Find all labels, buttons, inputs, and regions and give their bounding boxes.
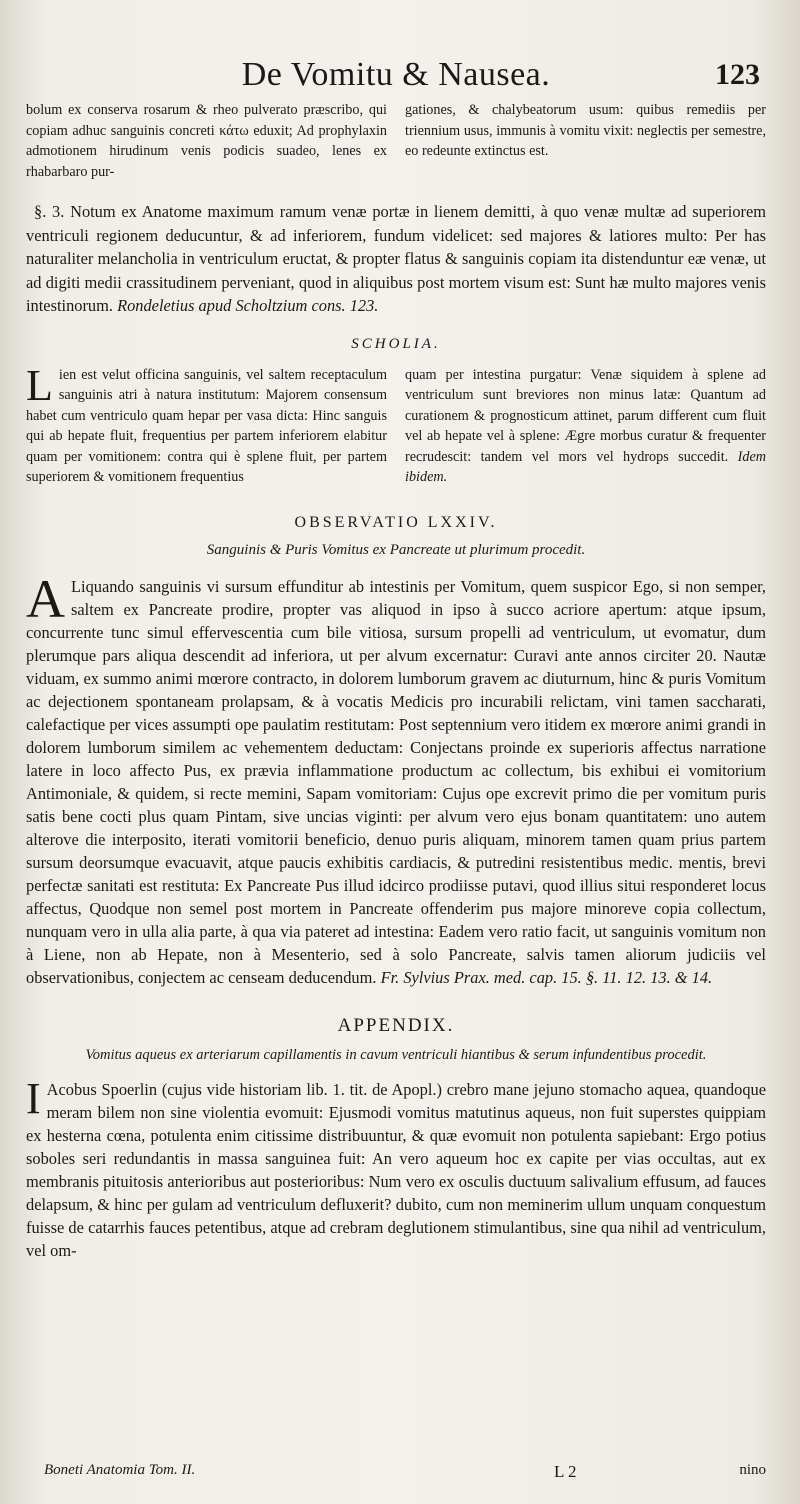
top-fragment-right: gationes, & chalybeatorum usum: quibus remediis per triennium usus, immunis à vomitu vixit: neglectis per semestre, eo redeunte extinctus est. [405, 102, 766, 159]
running-head [26, 56, 766, 96]
scholia-body [26, 360, 767, 488]
observatio-heading: OBSERVATIO LXXIV. [294, 513, 498, 531]
observatio-dropcap: A [26, 568, 65, 629]
observatio-text: Liquando sanguinis vi sursum effunditur ab intestinis per Vomitum, quem suspicor Ego, si non semper, saltem ex Pancreate prodire, propter vas aliquod in ipso à succo acriore apertum: atque ipsum, concurrente tunc simul effervescentia cum bile vitiosa, sursum propelli ad ventriculum, ut evomatur, dum plerumque pars aliqua descendit ad inferiora, ut per alvum excernatur: Curavi ante annos circiter 20. Nautæ viduam, ex summo animi mœrore contracto, in dolorem lumborum gravem ac diuturnum, hinc & puris Vomitum ac dejectionem spontaneam prolapsam, & à vocatis Medicis pro incurabili relictam, vini tamen saccharati, calefactique per vices assumpti ope paulatim restitutam: Post septennium vero itidem ex mœrore animi grandi in dolorem lumborum similem ac vehementem deductam: Conjectans proinde ex superioris affectus narratione latere in loco affecto Pus, ex prævia inflammatione productum ac collectum, bis exhibui ei vomitorium Antimoniale, & quidem, si recte memini, Sapam vomitoriam: Cujus ope excrevit primo die per vomitum puris satis bene cocti plus quam Pintam, sive uncias viginti: per alvum vero ejus bonam quantitatem: uno autem alterove die interposito, iterati vomitorii beneficio, denuo puris aliquam, minorem tamen quam prius partem sursum deorsumque evacuavit, atque paucis exhibitis cardiacis, & putredini resistentibus medic. mentis, brevi perfectæ sanitati est restituta: Ex Pancreate Pus illud idcirco prodiisse putavi, quod illius situi responderet locus affectus, Quodque non semel post mortem in Pancreate offenderim pus majore minoreve copia collectum, nunquam vero in ulla alia parte, à qua via pateret ad intestina: Eadem vero ratio facit, ut sanguinis vomitum non à Liene, non ab Hepate, non à Mesenterio, sed à solo Pancreate, salvis tamen aliorum judiciis vel observationibus, conjectem ac censeam deducendum. [26, 576, 766, 987]
page-number: 123 [715, 58, 760, 91]
scholia-left [26, 360, 387, 488]
appendix-text: Acobus Spoerlin (cujus vide historiam lib. 1. tit. de Apopl.) crebro mane jejuno stomacho aquea, quandoque meram bilem non sine violentia evomuit: Ejusmodi vomitus matutinus aqueus, non fuit superstes quippiam ex hesterna cœna, potulenta enim citissime distribuuntur, & quæ evomuit non potulenta sapiebant: Ergo potius soboles seri redundantis in massa sanguinea fuit: An vero aqueum hoc ex capite per vias occultas, aut ex membranis pituitosis anterioribus aut posterioribus: Num vero ex osculis ductuum salivalium effusum, ad fauces delapsum, & hinc per gulam ad ventriculum defluxerit? dubito, cum non meminerim ullum unquam conquestum fuisse de catarrhis fauces petentibus, atque ad crebram deglutionem stimulantibus, sine qua nihil ad ventriculum, vel om- [26, 1079, 766, 1260]
observatio-body [26, 568, 766, 989]
section-3-paragraph [26, 200, 766, 318]
top-fragment [26, 100, 766, 182]
observatio-citation: Fr. Sylvius Prax. med. cap. 15. §. 11. 12. 13. & 14. [380, 967, 713, 987]
page-title: De Vomitu & Nausea. [241, 56, 551, 93]
scholia-left-text: ien est velut officina sanguinis, vel saltem receptaculum sanguinis atri à natura institutum: Majorem consensum habet cum ventriculo quam hepar per vasa dicta: Hinc sanguis qui ab hepate fluit, frequentius per partem inferiorem elabitur quam per vomitionem: contra qui è splene fluit, per partem superiorem & vomitionem frequentius [26, 366, 387, 486]
observatio-subtitle: Sanguinis & Puris Vomitus ex Pancreate ut plurimum procedit. [206, 541, 586, 558]
top-fragment-left: bolum ex conserva rosarum & rheo pulverato præscribo, qui copiam adhuc sanguinis concreti κάτω eduxit; Ad prophylaxin admotionem hirudinum venis podicis suadeo, lenes ex rhabarbaro pur- [26, 102, 387, 180]
scholia-dropcap: L [26, 360, 53, 410]
appendix-dropcap: I [26, 1073, 41, 1123]
scholia-citation: Idem ibidem. [405, 448, 767, 486]
page-footer [44, 1462, 766, 1486]
scholia-heading: SCHOLIA. [351, 335, 441, 352]
appendix-heading: APPENDIX. [337, 1014, 455, 1036]
footer-book-title: Boneti Anatomia Tom. II. [44, 1462, 196, 1478]
signature-mark: L 2 [554, 1462, 577, 1481]
scholia-right [405, 365, 766, 488]
section-3-citation: Rondeletius apud Scholtzium cons. 123. [117, 296, 379, 316]
catchword: nino [739, 1462, 766, 1478]
scholia-right-text: quam per intestina purgatur: Venæ siquidem à splene ad ventriculum sunt breviores non minus latæ: Quantum ad curationem & prognosticum attinet, parum different cum fluit vel ab hepate vel à splene: Ægre morbus curatur & frequenter recrudescit: tandem vel mors vel hydrops succedit. [405, 366, 766, 465]
section-3-text: §. 3. Notum ex Anatome maximum ramum venæ portæ in lienem demitti, à quo venæ multæ ad superiorem ventriculi regionem deducuntur, & ad inferiorem, fundum videlicet: sed majores & latiores multo: Per has naturaliter melancholia in ventriculum eructat, & propter flatus & sanguinis copiam ita distenduntur eæ venæ, ut ad digiti medii crassitudinem perveniant, quod in aliquibus post mortem visum est: Sunt hæ multo majores venis intestinorum. [26, 202, 766, 316]
appendix-body [26, 1073, 766, 1262]
appendix-subtitle: Vomitus aqueus ex arteriarum capillamentis in cavum ventriculi hiantibus & serum infundentibus procedit. [85, 1046, 707, 1063]
